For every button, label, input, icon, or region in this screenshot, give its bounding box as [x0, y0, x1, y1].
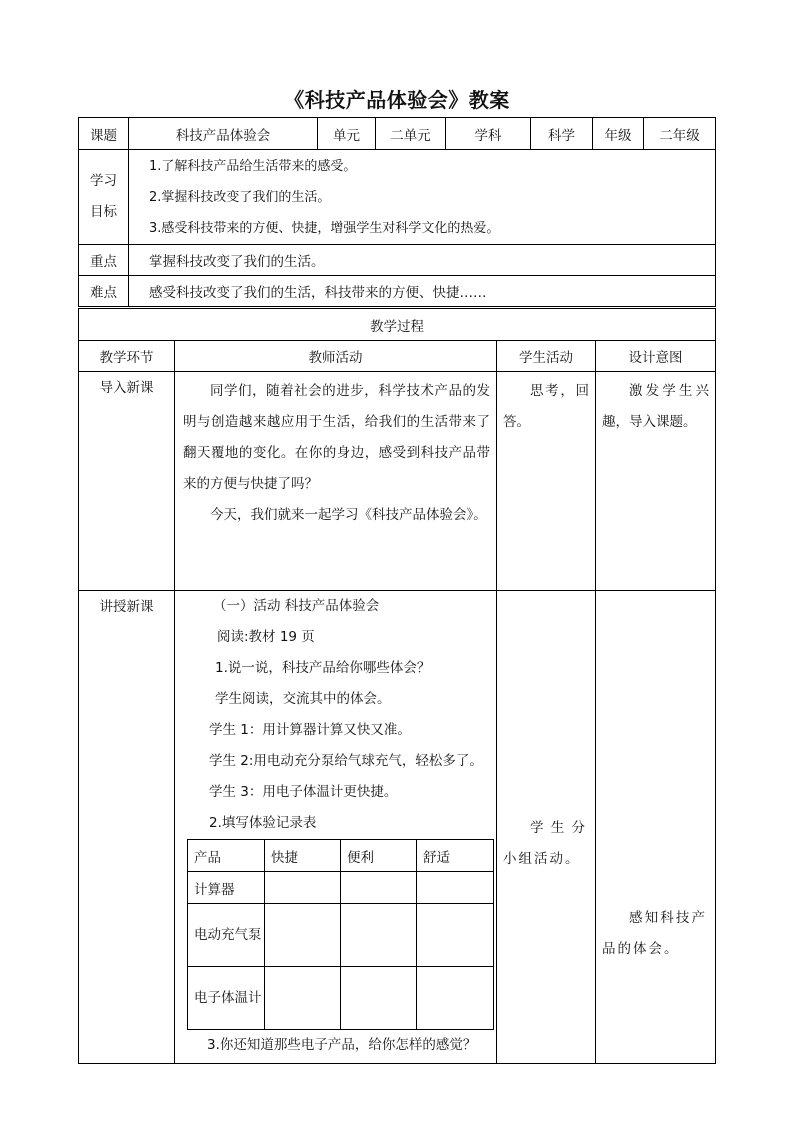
- topic-label: 课题: [79, 118, 129, 150]
- record-product: 电子体温计: [188, 967, 265, 1030]
- record-cell: [265, 904, 341, 967]
- key-point-text: 掌握科技改变了我们的生活。: [129, 245, 716, 276]
- record-cell: [265, 967, 341, 1030]
- lecture-line: 学生 2:用电动充分泵给气球充气，轻松多了。: [209, 753, 483, 769]
- record-product: 计算器: [188, 872, 265, 904]
- record-cell: [417, 967, 494, 1030]
- record-cell: [341, 967, 417, 1030]
- unit-label: 单元: [318, 118, 376, 150]
- record-cell: [417, 904, 494, 967]
- intro-student-activity: 思考，回答。: [497, 372, 596, 591]
- lecture-teacher-activity: [175, 591, 497, 1064]
- lecture-line: 2.填写体验记录表: [209, 815, 317, 831]
- difficulty-label: 难点: [79, 276, 129, 307]
- objectives-list: [129, 150, 716, 245]
- record-row: [188, 904, 494, 967]
- header-stage: 教学环节: [79, 341, 175, 372]
- record-table: [187, 839, 494, 1030]
- record-cell: [265, 872, 341, 904]
- lecture-line: （一）活动 科技产品体验会: [213, 598, 380, 614]
- intro-paragraph: 今天，我们就来一起学习《科技产品体验会》。: [210, 507, 487, 523]
- intro-stage: 导入新课: [79, 372, 175, 591]
- grade-label: 年级: [593, 118, 644, 150]
- header-intent: 设计意图: [596, 341, 716, 372]
- intro-paragraph: 同学们，随着社会的进步，科学技术产品的发明与创造越来越应用于生活，给我们的生活带来了翻天覆地的变化。在你的身边，感受到科技产品带来的方便与快捷了吗？: [183, 383, 490, 492]
- lecture-question: 3.你还知道那些电子产品，给你怎样的感觉？: [207, 1037, 477, 1053]
- record-cell: [341, 904, 417, 967]
- header-teacher: 教师活动: [175, 341, 497, 372]
- objective-item: 1.了解科技产品给生活带来的感受。: [149, 158, 357, 174]
- record-header: 便利: [341, 840, 417, 872]
- record-row: [188, 872, 494, 904]
- lecture-stage: 讲授新课: [79, 591, 175, 1064]
- key-point-label: 重点: [79, 245, 129, 276]
- lesson-info-table: [78, 117, 715, 307]
- topic-value: 科技产品体验会: [129, 118, 318, 150]
- record-product: 电动充气泵: [188, 904, 265, 967]
- document-title: 《科技产品体验会》教案: [284, 88, 510, 112]
- process-heading: 教学过程: [79, 309, 716, 341]
- lecture-line: 1.说一说，科技产品给你哪些体会？: [215, 660, 431, 676]
- intro-design-intent: 激发学生兴趣，导入课题。: [596, 372, 716, 591]
- objective-item: 3.感受科技带来的方便、快捷，增强学生对科学文化的热爱。: [149, 220, 500, 236]
- record-row: [188, 967, 494, 1030]
- objective-item: 2.掌握科技改变了我们的生活。: [149, 189, 331, 205]
- lecture-line: 阅读:教材 19 页: [217, 629, 315, 645]
- subject-label: 学科: [446, 118, 531, 150]
- unit-value: 二单元: [376, 118, 446, 150]
- record-cell: [341, 872, 417, 904]
- teaching-process-table: [78, 308, 715, 1064]
- subject-value: 科学: [531, 118, 593, 150]
- lecture-student-activity: 学生分小组活动。: [497, 591, 596, 1064]
- intro-teacher-activity: [175, 372, 497, 591]
- lecture-design-intent: 感知科技产品的体会。: [596, 591, 716, 1064]
- lecture-line: 学生阅读，交流其中的体会。: [215, 691, 391, 707]
- difficulty-text: 感受科技改变了我们的生活，科技带来的方便、快捷……: [129, 276, 716, 307]
- grade-value: 二年级: [644, 118, 716, 150]
- record-cell: [417, 872, 494, 904]
- record-header: 产品: [188, 840, 265, 872]
- lecture-line: 学生 1：用计算器计算又快又准。: [209, 722, 411, 738]
- header-student: 学生活动: [497, 341, 596, 372]
- record-header: 舒适: [417, 840, 494, 872]
- lecture-line: 学生 3：用电子体温计更快捷。: [209, 784, 398, 800]
- record-header: 快捷: [265, 840, 341, 872]
- objectives-label: 学习 目标: [79, 150, 129, 245]
